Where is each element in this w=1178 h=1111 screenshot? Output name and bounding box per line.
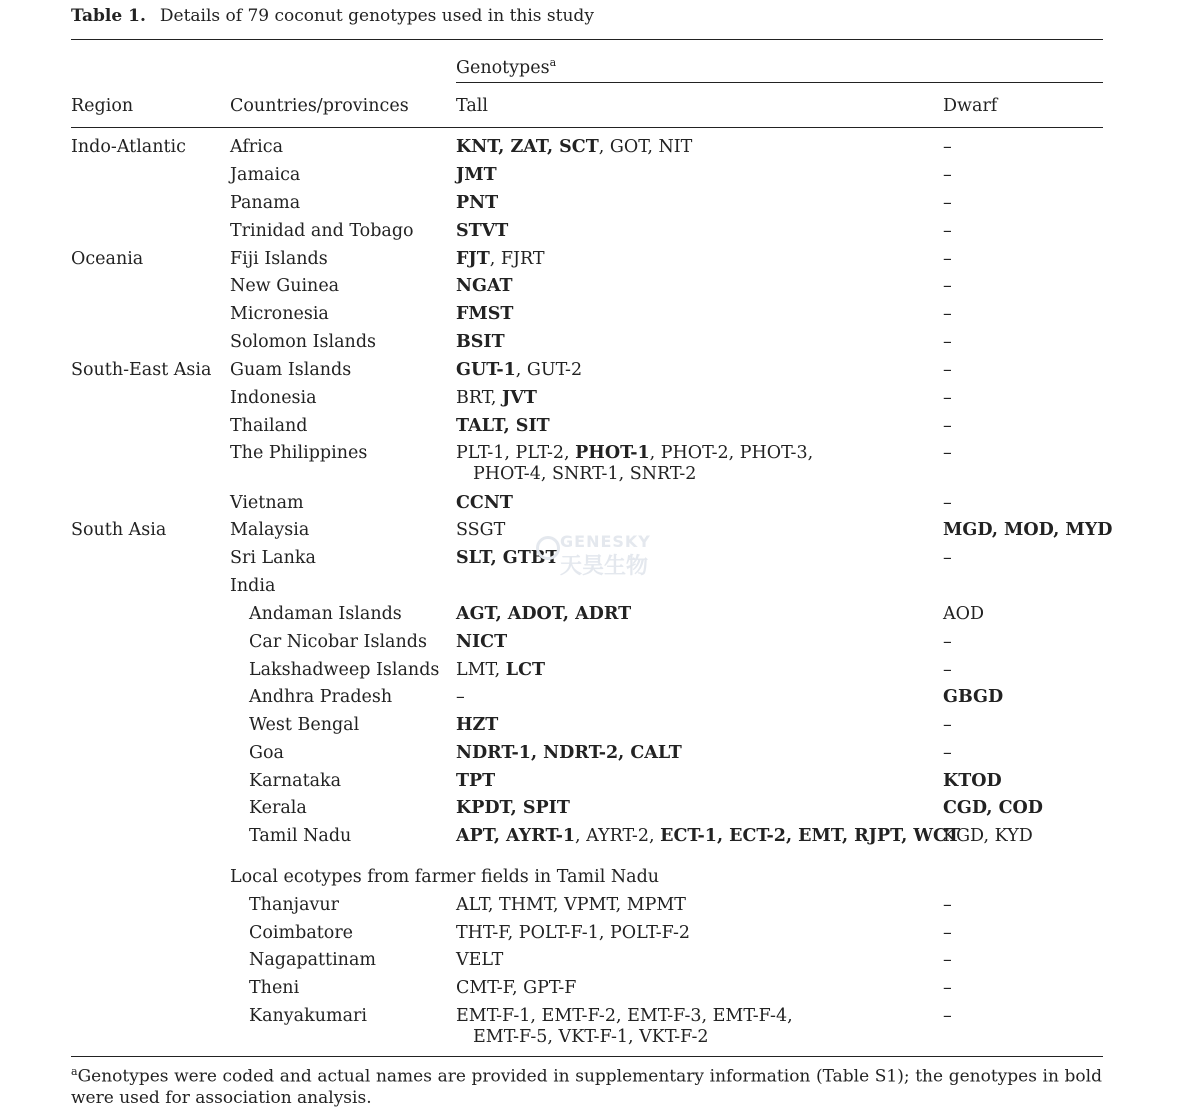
table-row <box>0 360 1178 388</box>
table-row <box>0 276 1178 304</box>
genotype-token: EMT-F-1, EMT-F-2, EMT-F-3, EMT-F-4, <box>456 1006 793 1026</box>
genotype-token: VELT <box>456 950 504 970</box>
tall-line <box>456 923 690 943</box>
tall-line <box>456 895 686 915</box>
cell-tall <box>456 548 559 569</box>
cell-tall <box>456 165 497 186</box>
genotype-token: CMT-F, GPT-F <box>456 978 577 998</box>
cell-dwarf <box>943 687 1003 708</box>
tall-line <box>456 443 813 463</box>
table-row <box>0 416 1178 444</box>
genotype-token: THT-F, POLT-F-1, POLT-F-2 <box>456 923 691 943</box>
genotype-token: – <box>943 165 952 185</box>
cell-dwarf <box>943 165 952 186</box>
bottom-rule <box>71 1056 1103 1057</box>
footnote <box>71 1061 1102 1109</box>
tall-line <box>456 520 505 540</box>
tall-line <box>456 604 631 624</box>
cell-tall <box>456 798 570 819</box>
tall-line <box>456 221 508 241</box>
cell-dwarf <box>943 895 952 916</box>
table-row <box>0 604 1178 632</box>
genotype-token: SSGT <box>456 520 506 540</box>
cell-country: Thanjavur <box>249 895 340 915</box>
tall-line <box>456 137 692 157</box>
cell-country: Goa <box>249 743 284 763</box>
genotype-token: – <box>943 443 952 463</box>
cell-tall <box>456 360 582 381</box>
table-row <box>0 771 1178 799</box>
table-row <box>0 687 1178 715</box>
genotype-token: PNT <box>456 193 499 213</box>
cell-country: Theni <box>249 978 300 998</box>
cell-country: West Bengal <box>249 715 360 735</box>
cell-country: Fiji Islands <box>230 249 328 269</box>
cell-dwarf <box>943 137 952 158</box>
genotype-token: – <box>943 895 952 915</box>
cell-tall <box>456 660 545 681</box>
genotype-token: CGD, COD <box>943 798 1043 818</box>
table-caption <box>71 6 594 26</box>
watermark-en: GENESKY <box>560 532 651 551</box>
genotype-token: NICT <box>456 632 508 652</box>
genotype-token: – <box>943 743 952 763</box>
cell-tall <box>456 193 498 214</box>
table-row <box>0 388 1178 416</box>
genotype-token: FMST <box>456 304 514 324</box>
table-row <box>0 1006 1178 1047</box>
cell-country: Coimbatore <box>249 923 354 943</box>
cell-dwarf <box>943 743 952 764</box>
cell-tall <box>456 895 686 916</box>
cell-country: Micronesia <box>230 304 329 324</box>
cell-dwarf <box>943 443 952 464</box>
header-dwarf: Dwarf <box>943 96 998 116</box>
cell-tall <box>456 388 537 409</box>
genotype-token: – <box>943 304 952 324</box>
tall-line <box>456 388 537 408</box>
cell-tall <box>456 221 508 242</box>
table-row <box>0 520 1178 548</box>
genotype-token: – <box>456 687 465 707</box>
genotype-token: GUT-1 <box>456 360 516 380</box>
cell-tall <box>456 332 505 353</box>
table-row <box>0 165 1178 193</box>
genotype-token: LMT, <box>456 660 506 680</box>
top-rule <box>71 39 1103 40</box>
genotype-token: KGD, KYD <box>943 826 1033 846</box>
cell-dwarf <box>943 771 1002 792</box>
genotype-token: – <box>943 416 952 436</box>
cell-country: Andhra Pradesh <box>249 687 393 707</box>
cell-dwarf <box>943 660 952 681</box>
cell-dwarf <box>943 493 952 514</box>
cell-country: Andaman Islands <box>249 604 402 624</box>
tall-line <box>456 304 513 324</box>
tall-line <box>456 276 513 296</box>
cell-region: South Asia <box>71 520 167 540</box>
genotype-token: TALT, SIT <box>456 416 550 436</box>
cell-dwarf <box>943 416 952 437</box>
genotype-token: – <box>943 923 952 943</box>
genotype-token: KPDT, SPIT <box>456 798 570 818</box>
table-row <box>0 950 1178 978</box>
cell-tall <box>456 304 513 325</box>
table-row <box>0 137 1178 165</box>
cell-region: Indo-Atlantic <box>71 137 186 157</box>
table-row <box>0 867 1178 895</box>
tall-line <box>456 416 550 436</box>
cell-country: Kerala <box>249 798 307 818</box>
cell-region: South-East Asia <box>71 360 212 380</box>
genotype-token: JVT <box>501 388 537 408</box>
header-tall: Tall <box>456 96 488 116</box>
cell-dwarf <box>943 276 952 297</box>
cell-country: Malaysia <box>230 520 310 540</box>
cell-country: Trinidad and Tobago <box>230 221 414 241</box>
genotype-token: – <box>943 950 952 970</box>
genotype-token: – <box>943 660 952 680</box>
tall-line <box>456 978 576 998</box>
tall-line <box>456 1027 793 1048</box>
cell-dwarf <box>943 332 952 353</box>
header-countries: Countries/provinces <box>230 96 409 116</box>
table-row <box>0 632 1178 660</box>
cell-dwarf <box>943 520 1112 541</box>
genotype-token: TPT <box>456 771 496 791</box>
tall-line <box>456 464 813 485</box>
cell-tall <box>456 137 692 158</box>
genotype-token: – <box>943 1006 952 1026</box>
tall-line <box>456 715 498 735</box>
genotype-token: AGT, ADOT, ADRT <box>456 604 632 624</box>
cell-country: Karnataka <box>249 771 342 791</box>
table-row <box>0 923 1178 951</box>
cell-country: Lakshadweep Islands <box>249 660 440 680</box>
cell-region: Oceania <box>71 249 144 269</box>
cell-country: The Philippines <box>230 443 368 463</box>
cell-tall <box>456 632 507 653</box>
footnote-text: Genotypes were coded and actual names are provided in supplementary information (Table S1); the genotypes in bold were used for association analysis. <box>71 1066 1102 1108</box>
genotype-token: EMT-F-5, VKT-F-1, VKT-F-2 <box>473 1027 709 1047</box>
genotype-token: BRT, <box>456 388 502 408</box>
cell-tall <box>456 950 503 971</box>
cell-country: Vietnam <box>230 493 304 513</box>
genotype-token: – <box>943 332 952 352</box>
tall-line <box>456 632 507 652</box>
genotype-token: BSIT <box>456 332 505 352</box>
watermark-cn: 天昊生物 <box>560 554 649 579</box>
cell-dwarf <box>943 193 952 214</box>
table-row <box>0 826 1178 854</box>
table-row <box>0 193 1178 221</box>
cell-tall <box>456 687 465 708</box>
cell-country: Solomon Islands <box>230 332 376 352</box>
genotype-token: – <box>943 715 952 735</box>
genotype-token: KTOD <box>943 771 1002 791</box>
cell-tall <box>456 771 495 792</box>
cell-tall <box>456 249 545 270</box>
genotype-token: – <box>943 388 952 408</box>
genotype-token: FJT <box>456 249 490 269</box>
table-row <box>0 743 1178 771</box>
tall-line <box>456 798 570 818</box>
cell-tall <box>456 443 813 485</box>
genotype-token: , FJRT <box>489 249 545 269</box>
header-genotypes <box>456 56 556 78</box>
genotype-token: , PHOT-2, PHOT-3, <box>649 443 814 463</box>
genotype-token: JMT <box>456 165 497 185</box>
header-genotypes-label: Genotypes <box>456 57 550 78</box>
cell-dwarf <box>943 798 1043 819</box>
genotype-token: – <box>943 249 952 269</box>
genotype-token: MGD, MOD, MYD <box>943 520 1113 540</box>
table-row <box>0 548 1178 576</box>
cell-country: Nagapattinam <box>249 950 376 970</box>
genotype-token: SLT, GTBT <box>456 548 559 568</box>
cell-dwarf <box>943 923 952 944</box>
cell-country: Guam Islands <box>230 360 352 380</box>
table-row <box>0 332 1178 360</box>
cell-tall <box>456 715 498 736</box>
genotype-token: , GOT, NIT <box>598 137 693 157</box>
table-row <box>0 715 1178 743</box>
cell-tall <box>456 520 505 541</box>
table-row <box>0 304 1178 332</box>
tall-line <box>456 771 495 791</box>
tall-line <box>456 660 545 680</box>
genotype-token: , GUT-2 <box>515 360 583 380</box>
genotype-token: , AYRT-2, <box>575 826 661 846</box>
cell-country: Africa <box>230 137 284 157</box>
cell-country: New Guinea <box>230 276 340 296</box>
table-row <box>0 798 1178 826</box>
cell-country: Local ecotypes from farmer fields in Tamil Nadu <box>230 867 660 887</box>
tall-line <box>456 826 960 846</box>
table-row <box>0 576 1178 604</box>
tall-line <box>456 493 513 513</box>
tall-line <box>456 687 465 707</box>
table-row <box>0 895 1178 923</box>
cell-dwarf <box>943 304 952 325</box>
genotype-token: NGAT <box>456 276 513 296</box>
genotype-token: PLT-1, PLT-2, <box>456 443 576 463</box>
footnote-sup: a <box>71 1065 78 1078</box>
genotype-token: – <box>943 193 952 213</box>
genotype-token: – <box>943 548 952 568</box>
tall-line <box>456 193 498 213</box>
genotype-token: – <box>943 360 952 380</box>
cell-tall <box>456 978 576 999</box>
tall-line <box>456 332 505 352</box>
genotype-token: HZT <box>456 715 499 735</box>
header-rule <box>71 127 1103 128</box>
tall-line <box>456 165 497 185</box>
genotypes-rule <box>456 82 1103 83</box>
cell-country: Kanyakumari <box>249 1006 367 1026</box>
tall-line <box>456 1006 793 1026</box>
genotype-token: LCT <box>505 660 546 680</box>
cell-tall <box>456 923 690 944</box>
cell-tall <box>456 604 631 625</box>
cell-tall <box>456 743 682 764</box>
genotype-token: – <box>943 493 952 513</box>
cell-dwarf <box>943 826 1033 847</box>
table-label: Table 1. <box>71 6 146 26</box>
genotype-token: – <box>943 632 952 652</box>
cell-dwarf <box>943 360 952 381</box>
genotype-token: AOD <box>943 604 985 624</box>
cell-tall <box>456 826 960 847</box>
table-row <box>0 221 1178 249</box>
genotype-token: PHOT-1 <box>575 443 650 463</box>
cell-country: Tamil Nadu <box>249 826 352 846</box>
table-title: Details of 79 coconut genotypes used in this study <box>159 6 594 26</box>
genotype-token: ALT, THMT, VPMT, MPMT <box>456 895 686 915</box>
cell-country: Indonesia <box>230 388 317 408</box>
genotype-token: PHOT-4, SNRT-1, SNRT-2 <box>473 464 697 484</box>
genotype-token: – <box>943 137 952 157</box>
table-row <box>0 443 1178 484</box>
cell-tall <box>456 493 513 514</box>
table-row <box>0 660 1178 688</box>
header-region: Region <box>71 96 134 116</box>
genotype-token: – <box>943 978 952 998</box>
genotype-token: ECT-1, ECT-2, EMT, RJPT, WCT <box>660 826 961 846</box>
cell-country: Sri Lanka <box>230 548 316 568</box>
genotype-token: GBGD <box>943 687 1004 707</box>
cell-country: Thailand <box>230 416 308 436</box>
genotype-token: CCNT <box>456 493 513 513</box>
header-genotypes-sup: a <box>549 56 557 69</box>
cell-dwarf <box>943 632 952 653</box>
cell-dwarf <box>943 950 952 971</box>
genotype-token: – <box>943 276 952 296</box>
tall-line <box>456 249 545 269</box>
cell-country: Jamaica <box>230 165 301 185</box>
tall-line <box>456 950 503 970</box>
table-row <box>0 249 1178 277</box>
cell-dwarf <box>943 604 984 625</box>
cell-dwarf <box>943 249 952 270</box>
genotype-token: NDRT-1, NDRT-2, CALT <box>456 743 682 763</box>
cell-dwarf <box>943 1006 952 1027</box>
tall-line <box>456 548 559 568</box>
cell-dwarf <box>943 715 952 736</box>
genotype-token: KNT, ZAT, SCT <box>456 137 599 157</box>
cell-tall <box>456 1006 793 1048</box>
table-row <box>0 493 1178 521</box>
genotype-token: – <box>943 221 952 241</box>
cell-dwarf <box>943 548 952 569</box>
tall-line <box>456 743 682 763</box>
cell-tall <box>456 276 513 297</box>
cell-dwarf <box>943 388 952 409</box>
cell-tall <box>456 416 550 437</box>
genotype-token: STVT <box>456 221 509 241</box>
cell-dwarf <box>943 221 952 242</box>
genotype-token: APT, AYRT-1 <box>456 826 576 846</box>
table-row <box>0 978 1178 1006</box>
tall-line <box>456 360 582 380</box>
cell-country: Car Nicobar Islands <box>249 632 427 652</box>
cell-dwarf <box>943 978 952 999</box>
cell-country: India <box>230 576 276 596</box>
cell-country: Panama <box>230 193 301 213</box>
